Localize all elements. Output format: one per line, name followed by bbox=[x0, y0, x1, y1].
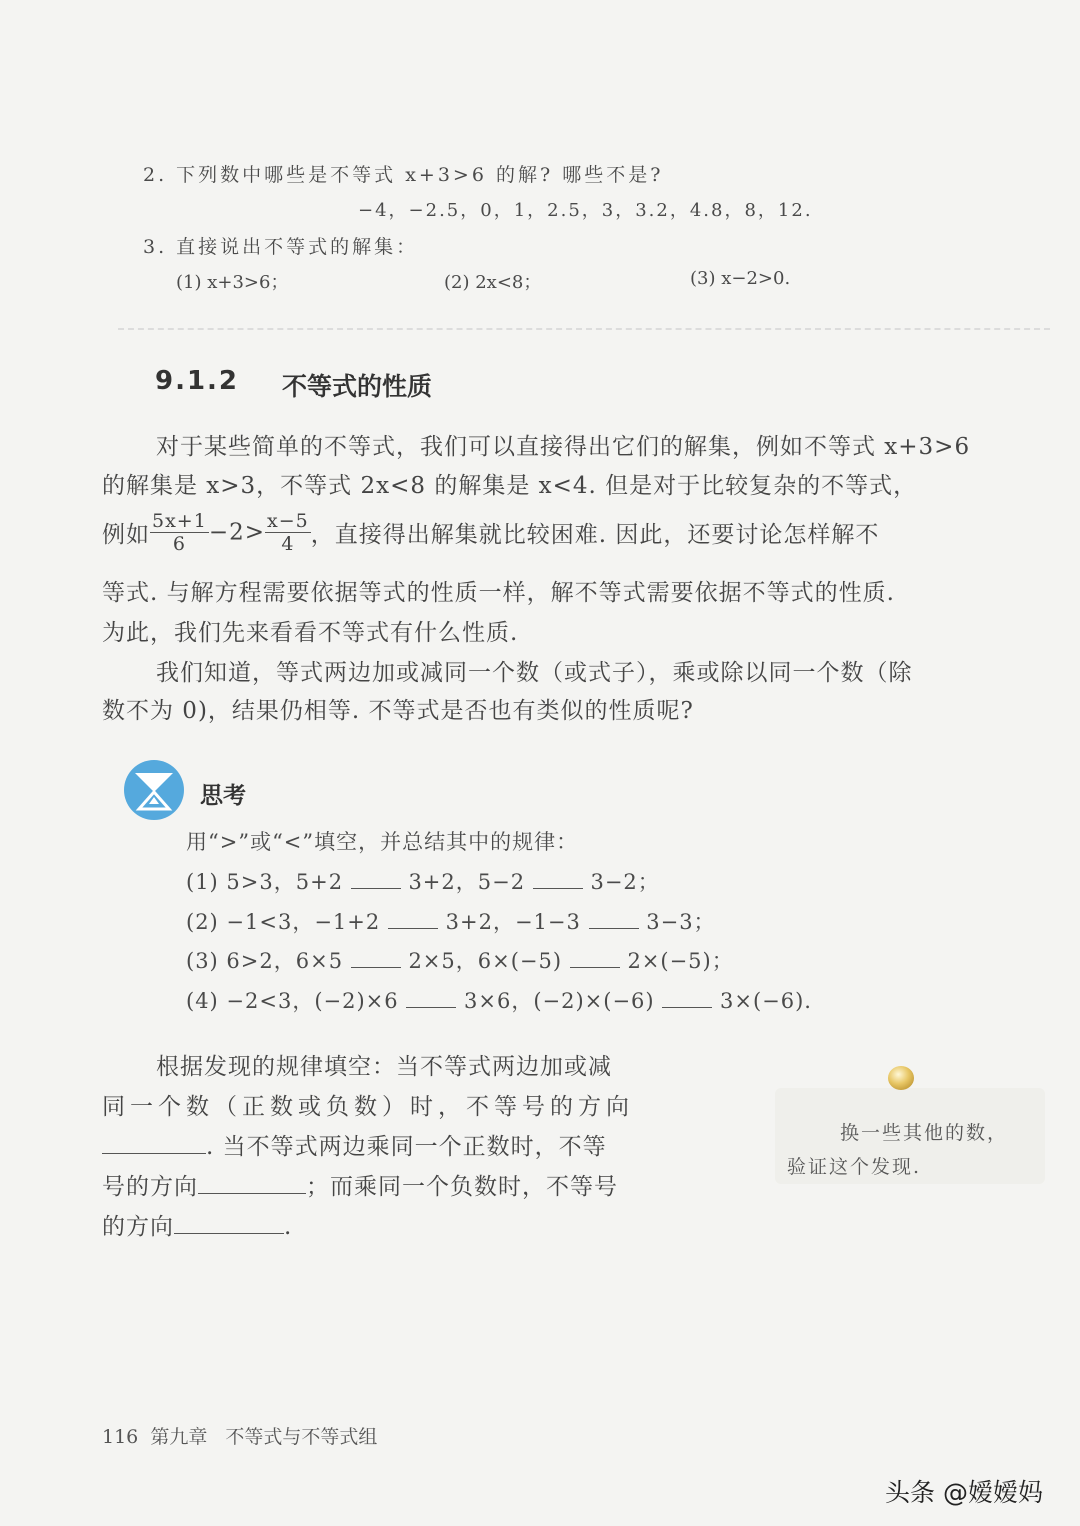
fill-line4-text-a: 号的方向 bbox=[102, 1174, 198, 1200]
fill-line1: 根据发现的规律填空：当不等式两边加或减 bbox=[156, 1054, 612, 1080]
paragraph1-line1: 对于某些简单的不等式，我们可以直接得出它们的解集，例如不等式 x+3>6 bbox=[156, 434, 971, 460]
item-4-part-c: 3×(−6). bbox=[720, 989, 812, 1013]
fraction-2-denominator: 4 bbox=[281, 533, 295, 555]
item-1-part-c: 3−2； bbox=[590, 870, 660, 894]
exercise-3-part-3: (3) x−2>0. bbox=[690, 268, 791, 289]
paragraph1-line4: 等式. 与解方程需要依据等式的性质一样，解不等式需要依据不等式的性质. bbox=[102, 580, 895, 606]
answer-blank[interactable] bbox=[406, 1007, 456, 1008]
watermark: 头条 @嫒嫒妈 bbox=[885, 1478, 1043, 1507]
exercise-2: 2. 下列数中哪些是不等式 x+3>6 的解? 哪些不是? bbox=[143, 164, 664, 186]
fill-line5-text-b: . bbox=[284, 1214, 293, 1240]
think-item-1 bbox=[186, 866, 660, 896]
page-number: 116 bbox=[102, 1426, 139, 1448]
answer-blank[interactable] bbox=[533, 888, 583, 889]
think-title: 思考 bbox=[200, 783, 246, 809]
paragraph1-line3 bbox=[102, 510, 879, 555]
answer-blank[interactable] bbox=[351, 967, 401, 968]
bulb-icon bbox=[886, 1063, 916, 1093]
item-2-part-c: 3−3； bbox=[646, 910, 716, 934]
paragraph2-line2: 数不为 0)，结果仍相等. 不等式是否也有类似的性质呢? bbox=[102, 698, 694, 724]
paragraph2-line1: 我们知道，等式两边加或减同一个数（或式子），乘或除以同一个数（除 bbox=[156, 660, 913, 686]
think-intro: 用“>”或“<”填空，并总结其中的规律： bbox=[186, 830, 579, 854]
exercise-3-part-1: (1) x+3>6； bbox=[176, 272, 289, 293]
chapter-label: 第九章 bbox=[150, 1426, 208, 1448]
answer-blank[interactable] bbox=[589, 928, 639, 929]
line3-mid: −2> bbox=[208, 519, 265, 546]
item-3-part-a: (3) 6>2，6×5 bbox=[186, 949, 344, 973]
item-2-part-b: 3+2，−1−3 bbox=[445, 910, 581, 934]
exercise-3-part-2: (2) 2x<8； bbox=[444, 272, 542, 293]
answer-blank[interactable] bbox=[570, 967, 620, 968]
fill-line3-text: . 当不等式两边乘同一个正数时，不等 bbox=[206, 1134, 607, 1160]
line3-prefix: 例如 bbox=[102, 522, 150, 548]
side-note-line2: 验证这个发现. bbox=[787, 1156, 922, 1178]
chapter-title: 不等式与不等式组 bbox=[225, 1426, 378, 1448]
answer-blank[interactable] bbox=[198, 1193, 306, 1194]
fraction-1-denominator: 6 bbox=[172, 533, 186, 555]
line3-suffix: ，直接得出解集就比较困难. 因此，还要讨论怎样解不 bbox=[310, 522, 880, 548]
fill-line2: 同一个数（正数或负数）时，不等号的方向 bbox=[102, 1094, 634, 1120]
section-title: 不等式的性质 bbox=[282, 372, 433, 401]
hourglass-icon bbox=[123, 759, 185, 821]
item-1-part-b: 3+2，5−2 bbox=[408, 870, 526, 894]
item-2-part-a: (2) −1<3，−1+2 bbox=[186, 910, 381, 934]
item-4-part-a: (4) −2<3，(−2)×6 bbox=[186, 989, 399, 1013]
item-3-part-b: 2×5，6×(−5) bbox=[408, 949, 563, 973]
fill-line4-text-b: ；而乘同一个负数时，不等号 bbox=[306, 1174, 618, 1200]
fraction-1 bbox=[150, 510, 209, 555]
page-footer bbox=[102, 1422, 377, 1449]
fraction-2 bbox=[265, 510, 311, 555]
answer-blank[interactable] bbox=[102, 1153, 206, 1154]
section-divider bbox=[118, 328, 1050, 330]
item-3-part-c: 2×(−5)； bbox=[627, 949, 734, 973]
fraction-2-numerator: x−5 bbox=[267, 510, 309, 532]
exercise-3: 3. 直接说出不等式的解集： bbox=[143, 236, 419, 258]
paragraph1-line2: 的解集是 x>3，不等式 2x<8 的解集是 x<4. 但是对于比较复杂的不等式， bbox=[102, 473, 918, 499]
item-4-part-b: 3×6，(−2)×(−6) bbox=[464, 989, 655, 1013]
answer-blank[interactable] bbox=[351, 888, 401, 889]
fill-line5-text-a: 的方向 bbox=[102, 1214, 174, 1240]
side-note-line1: 换一些其他的数， bbox=[840, 1122, 1009, 1144]
fill-line4 bbox=[102, 1168, 618, 1201]
think-item-3 bbox=[186, 945, 734, 975]
fill-line5 bbox=[102, 1208, 292, 1241]
think-item-4 bbox=[186, 985, 812, 1015]
think-item-2 bbox=[186, 906, 716, 936]
item-1-part-a: (1) 5>3，5+2 bbox=[186, 870, 344, 894]
answer-blank[interactable] bbox=[662, 1007, 712, 1008]
section-number: 9.1.2 bbox=[155, 366, 240, 396]
answer-blank[interactable] bbox=[174, 1233, 284, 1234]
answer-blank[interactable] bbox=[388, 928, 438, 929]
fraction-1-numerator: 5x+1 bbox=[152, 510, 207, 532]
fill-line3 bbox=[102, 1128, 607, 1161]
exercise-2-values: −4，−2.5，0，1，2.5，3，3.2，4.8，8，12. bbox=[358, 200, 813, 221]
paragraph1-line5: 为此，我们先来看看不等式有什么性质. bbox=[102, 620, 519, 646]
